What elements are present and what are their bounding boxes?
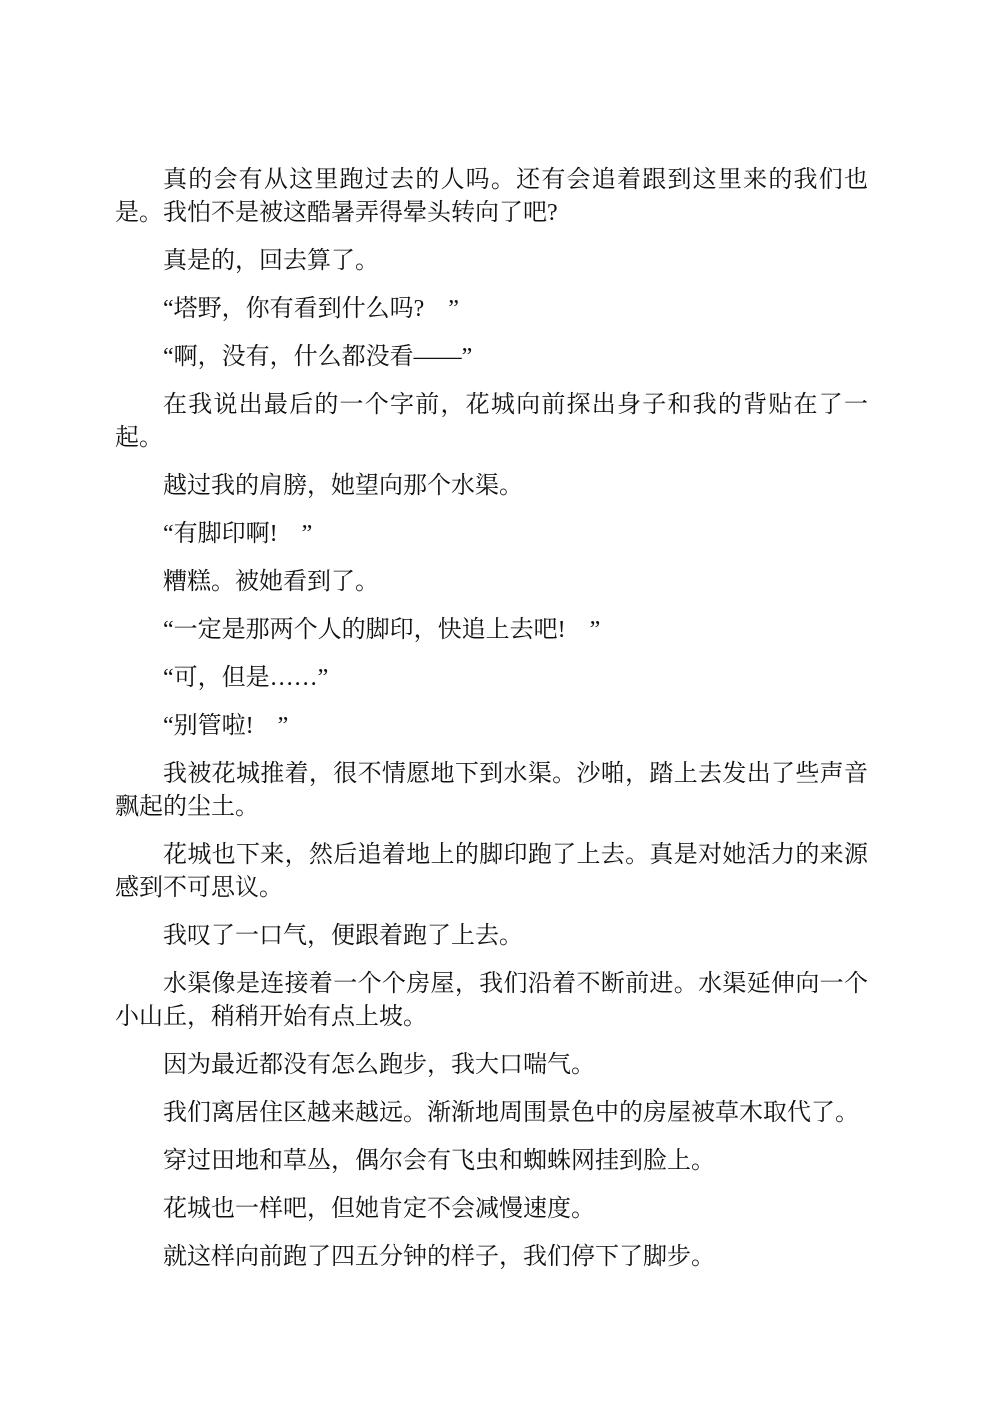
paragraph-4: “啊，没有，什么都没看——” xyxy=(163,344,473,370)
paragraph-6: 越过我的肩膀，她望向那个水渠。 xyxy=(163,473,523,499)
paragraph-3: “塔野，你有看到什么吗? ” xyxy=(163,296,459,322)
paragraph-12: 我被花城推着，很不情愿地下到水渠。沙啪，踏上去发出了些声音飘起的尘土。 xyxy=(115,761,868,820)
paragraph-11: “别管啦! ” xyxy=(163,713,289,739)
paragraph-15: 水渠像是连接着一个个房屋，我们沿着不断前进。水渠延伸向一个小山丘，稍稍开始有点上坡。 xyxy=(115,971,868,1030)
paragraph-19: 花城也一样吧，但她肯定不会减慢速度。 xyxy=(163,1196,595,1222)
paragraph-16: 因为最近都没有怎么跑步，我大口喘气。 xyxy=(163,1052,595,1078)
paragraph-13: 花城也下来，然后追着地上的脚印跑了上去。真是对她活力的来源感到不可思议。 xyxy=(115,842,868,901)
novel-text-block xyxy=(115,164,868,1274)
paragraph-5: 在我说出最后的一个字前，花城向前探出身子和我的背贴在了一起。 xyxy=(115,392,868,451)
paragraph-2: 真是的，回去算了。 xyxy=(163,248,379,274)
paragraph-9: “一定是那两个人的脚印，快追上去吧! ” xyxy=(163,617,601,643)
paragraph-10: “可，但是……” xyxy=(163,665,329,691)
paragraph-17: 我们离居住区越来越远。渐渐地周围景色中的房屋被草木取代了。 xyxy=(163,1100,859,1126)
paragraph-18: 穿过田地和草丛，偶尔会有飞虫和蜘蛛网挂到脸上。 xyxy=(163,1148,715,1174)
paragraph-7: “有脚印啊! ” xyxy=(163,521,313,547)
paragraph-14: 我叹了一口气，便跟着跑了上去。 xyxy=(163,923,523,949)
paragraph-20: 就这样向前跑了四五分钟的样子，我们停下了脚步。 xyxy=(163,1244,715,1270)
paragraph-1: 真的会有从这里跑过去的人吗。还有会追着跟到这里来的我们也是。我怕不是被这酷暑弄得晕头转向了吧? xyxy=(115,167,868,226)
paragraph-8: 糟糕。被她看到了。 xyxy=(163,569,379,595)
